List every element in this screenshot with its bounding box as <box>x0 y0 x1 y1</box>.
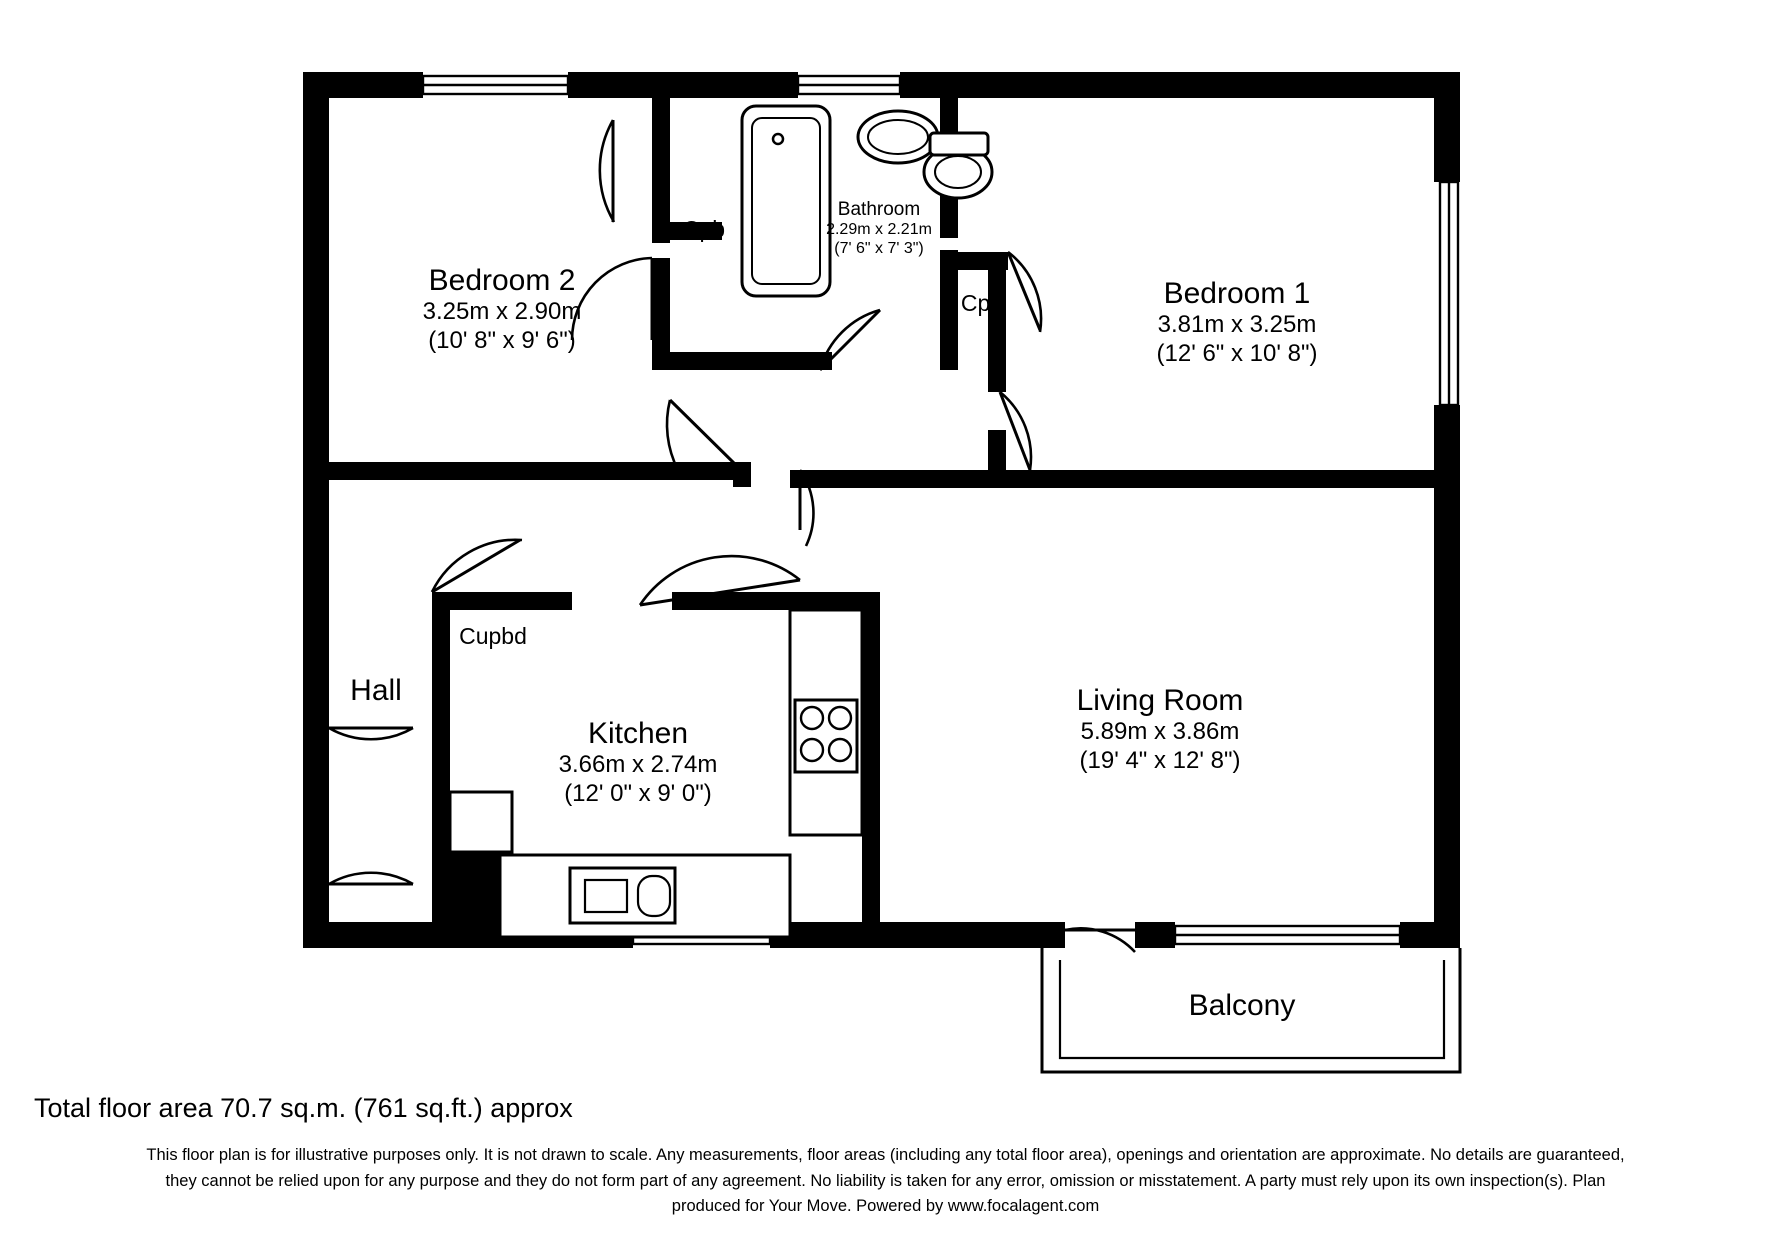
room-label-living-room: Living Room 5.89m x 3.86m (19' 4" x 12' 8") <box>1076 684 1244 774</box>
storage-label-cupbd-hall: Cupbd <box>459 623 527 649</box>
room-label-bathroom: Bathroom 2.29m x 2.21m (7' 6" x 7' 3") <box>826 199 932 258</box>
bath-plug-icon <box>773 134 783 144</box>
storage-label-cpb-bathroom-left: Cpb <box>682 216 726 242</box>
room-label-bedroom-2: Bedroom 2 3.25m x 2.90m (10' 8" x 9' 6") <box>422 264 582 354</box>
total-floor-area: Total floor area 70.7 sq.m. (761 sq.ft.) approx <box>34 1093 573 1123</box>
window-bedroom2-top <box>423 76 568 94</box>
disclaimer-line-3: produced for Your Move. Powered by www.focalagent.com <box>671 1197 1100 1216</box>
window-living-bottom <box>1175 926 1400 944</box>
toilet-icon <box>924 133 992 198</box>
window-bathroom-top <box>798 76 900 94</box>
room-label-hall: Hall <box>350 674 402 707</box>
room-label-kitchen: Kitchen 3.66m x 2.74m (12' 0" x 9' 0") <box>558 717 718 807</box>
hob-icon <box>795 700 857 772</box>
storage-label-cpb-bedroom-1: Cpb <box>960 290 1004 316</box>
disclaimer-line-1: This floor plan is for illustrative purposes only. It is not drawn to scale. Any measurements, floor areas (including any total floor area), openings and orientation are approximate. No details are guaranteed, <box>146 1146 1625 1164</box>
room-label-bedroom-1: Bedroom 1 3.81m x 3.25m (12' 6" x 10' 8") <box>1156 277 1318 367</box>
hall-unit <box>450 792 512 852</box>
sink-unit-icon <box>570 868 675 923</box>
disclaimer-text <box>0 1143 1771 1220</box>
disclaimer-line-2: they cannot be relied upon for any purpose and they do not form part of any agreement. No liability is taken for any error, omission or misstatement. A party must rely upon its own inspection(s). Plan <box>165 1171 1606 1190</box>
room-label-balcony: Balcony <box>1188 989 1296 1022</box>
window-bedroom1-right <box>1440 182 1458 405</box>
